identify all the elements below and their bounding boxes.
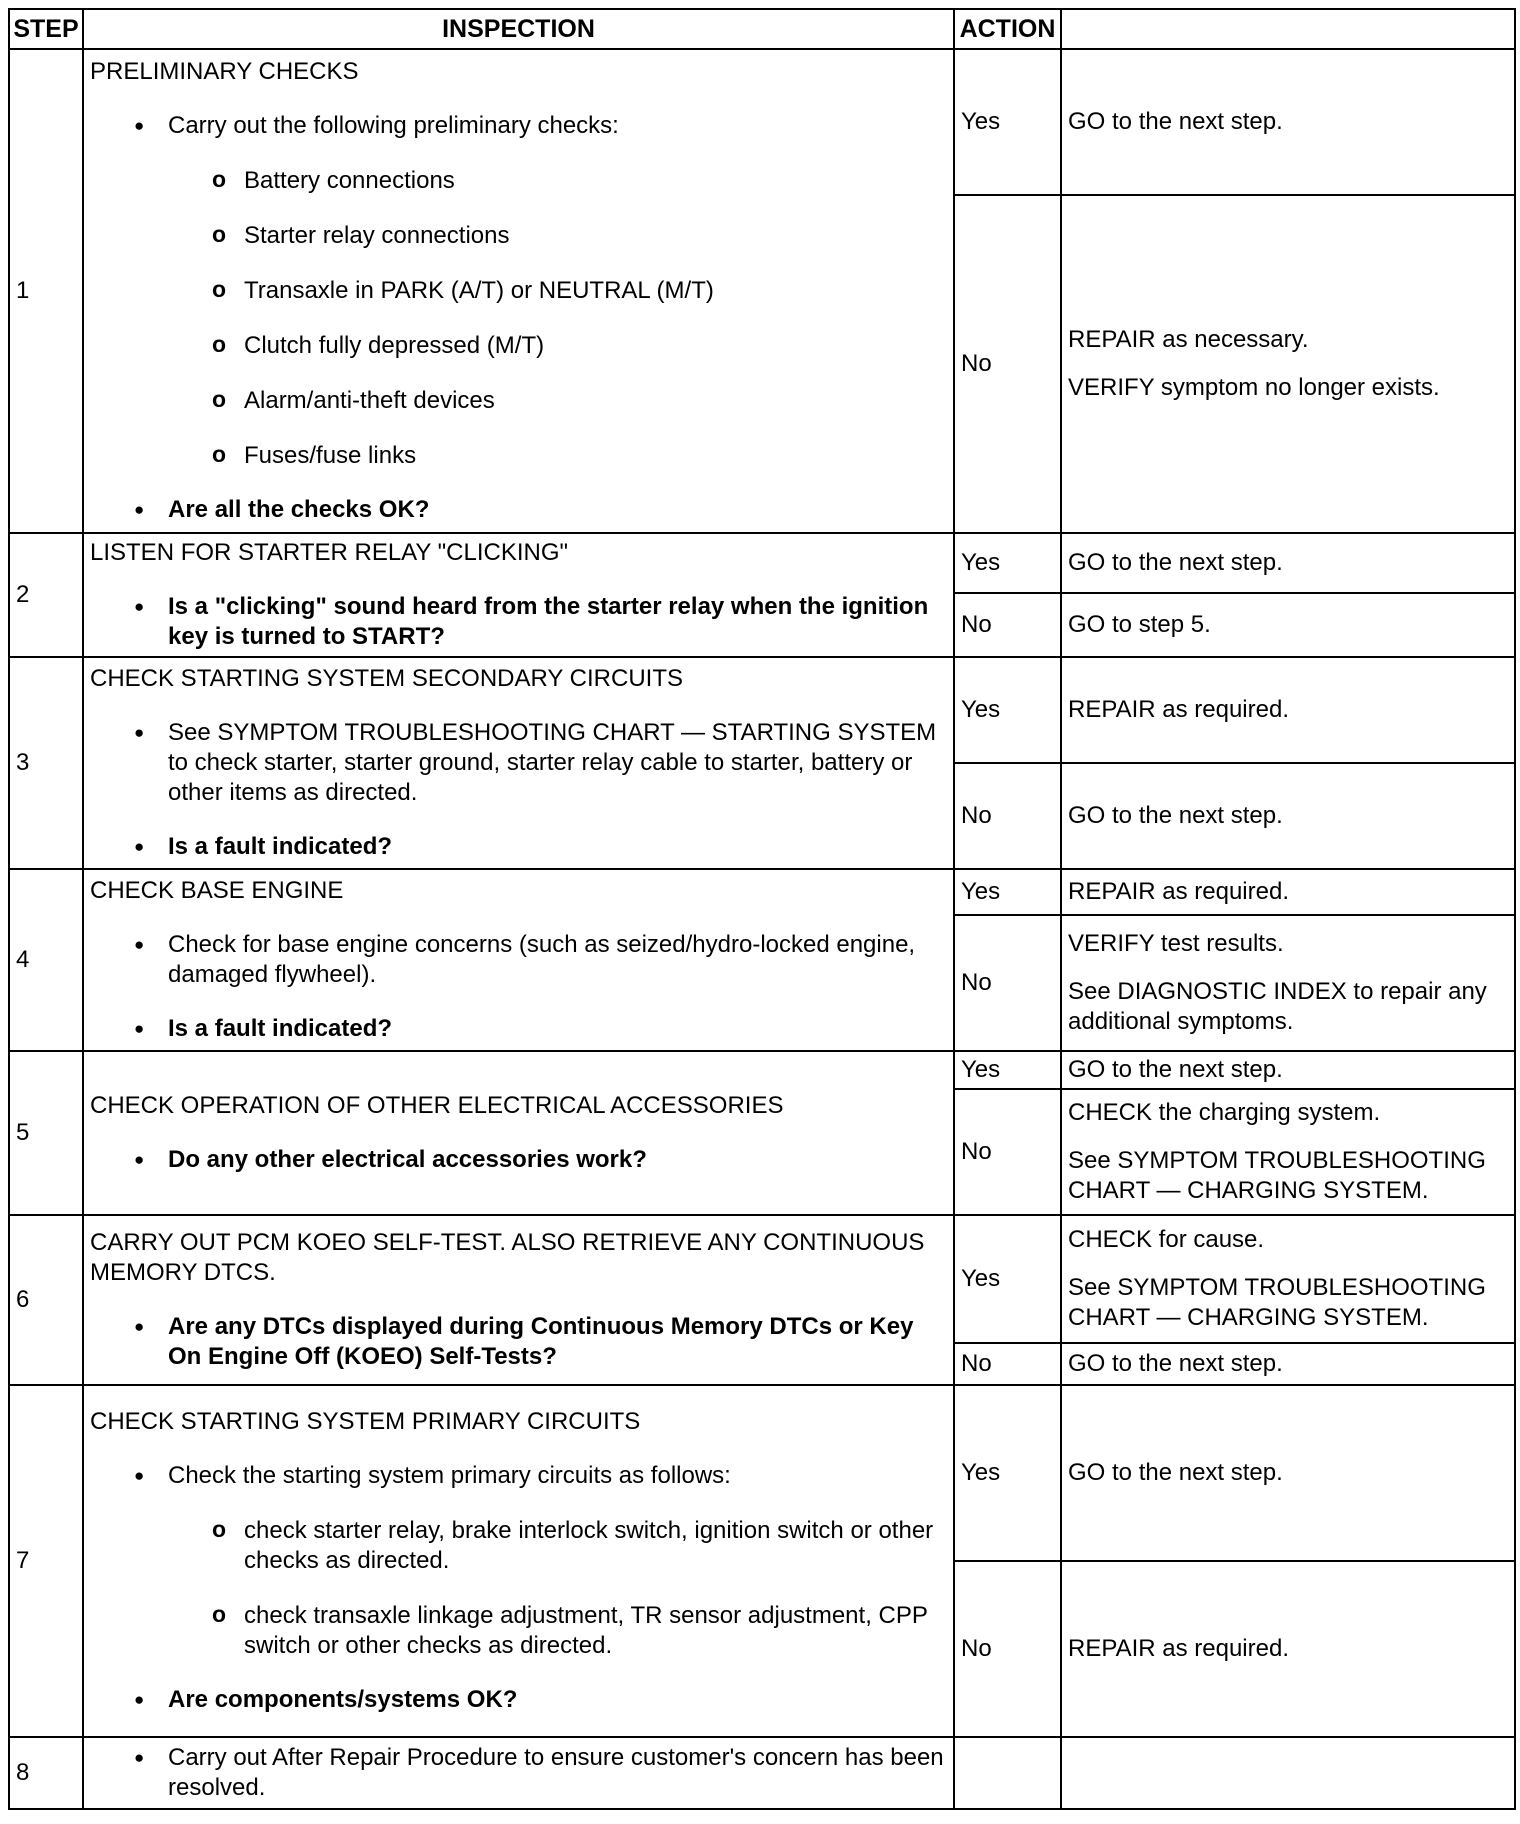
inspection-cell <box>83 657 954 869</box>
result-line: GO to the next step. <box>1068 1056 1283 1083</box>
result-line: See SYMPTOM TROUBLESHOOTING CHART — CHARGING SYSTEM. <box>1068 1147 1486 1204</box>
inspection-bullets <box>90 1461 947 1715</box>
inspection-bullet <box>90 1743 947 1803</box>
action-result <box>1061 1343 1515 1385</box>
result-line: REPAIR as required. <box>1068 696 1289 723</box>
inspection-bullets <box>90 1145 947 1175</box>
step-number: 4 <box>9 869 83 1051</box>
result-line: GO to the next step. <box>1068 108 1283 135</box>
header-inspection: INSPECTION <box>83 9 954 49</box>
inspection-bullets <box>90 718 947 862</box>
action-result <box>1061 869 1515 915</box>
inspection-title: CHECK STARTING SYSTEM PRIMARY CIRCUITS <box>90 1408 641 1435</box>
action-result <box>1061 593 1515 657</box>
action-result <box>1061 533 1515 593</box>
inspection-question <box>90 1014 947 1044</box>
inspection-bullet <box>90 930 947 990</box>
inspection-bullet <box>90 718 947 808</box>
step-number: 6 <box>9 1215 83 1385</box>
header-step: STEP <box>9 9 83 49</box>
result-line: CHECK the charging system. <box>1068 1099 1381 1126</box>
sub-checklist-item: o Alarm/anti-theft devices <box>90 386 947 416</box>
inspection-title: PRELIMINARY CHECKS <box>90 58 359 85</box>
inspection-title: CHECK OPERATION OF OTHER ELECTRICAL ACCESSORIES <box>90 1092 784 1119</box>
inspection-cell <box>83 1385 954 1737</box>
bullet-text: Are any DTCs displayed during Continuous Memory DTCs or Key On Engine Off (KOEO) Self-Tests? <box>168 1313 914 1370</box>
table-body <box>9 49 1515 1809</box>
inspection-title: CHECK STARTING SYSTEM SECONDARY CIRCUITS <box>90 665 683 692</box>
sub-checklist <box>168 166 947 471</box>
inspection-question <box>90 495 947 525</box>
result-line: See SYMPTOM TROUBLESHOOTING CHART — CHARGING SYSTEM. <box>1068 1274 1486 1331</box>
result-line: VERIFY test results. <box>1068 930 1284 957</box>
inspection-title: CARRY OUT PCM KOEO SELF-TEST. ALSO RETRIEVE ANY CONTINUOUS MEMORY DTCS. <box>90 1229 925 1286</box>
bullet-text: Do any other electrical accessories work? <box>168 1146 647 1173</box>
action-result <box>1061 1215 1515 1343</box>
table-row <box>9 869 1515 915</box>
bullet-text: Carry out After Repair Procedure to ensure customer's concern has been resolved. <box>168 1744 944 1801</box>
table-row <box>9 533 1515 593</box>
inspection-cell <box>83 1737 954 1809</box>
action-answer-empty <box>954 1737 1061 1809</box>
sub-checklist-item: o Transaxle in PARK (A/T) or NEUTRAL (M/T) <box>90 276 947 306</box>
step-number: 2 <box>9 533 83 657</box>
action-answer: No <box>954 593 1061 657</box>
action-answer: No <box>954 1561 1061 1737</box>
action-answer: Yes <box>954 533 1061 593</box>
step-number: 7 <box>9 1385 83 1737</box>
inspection-cell <box>83 533 954 657</box>
inspection-question <box>90 1145 947 1175</box>
inspection-question <box>90 1312 947 1372</box>
inspection-title: LISTEN FOR STARTER RELAY "CLICKING" <box>90 539 569 566</box>
action-answer: No <box>954 763 1061 869</box>
action-answer: Yes <box>954 1051 1061 1089</box>
bullet-text: Are all the checks OK? <box>168 496 430 523</box>
bullet-text: Is a "clicking" sound heard from the starter relay when the ignition key is turned to START? <box>168 593 929 650</box>
bullet-text: Check for base engine concerns (such as seized/hydro-locked engine, damaged flywheel). <box>168 931 916 988</box>
inspection-bullet <box>90 1461 947 1661</box>
result-line: GO to step 5. <box>1068 611 1211 638</box>
header-result <box>1061 9 1515 49</box>
table-row <box>9 1051 1515 1089</box>
result-line: REPAIR as required. <box>1068 1635 1289 1662</box>
action-result <box>1061 1561 1515 1737</box>
table-row <box>9 1385 1515 1561</box>
step-number: 3 <box>9 657 83 869</box>
inspection-cell <box>83 869 954 1051</box>
bullet-text: Carry out the following preliminary checks: <box>168 112 619 139</box>
inspection-bullet <box>90 111 947 471</box>
result-line: VERIFY symptom no longer exists. <box>1068 374 1440 401</box>
action-answer: No <box>954 915 1061 1051</box>
inspection-cell <box>83 1051 954 1215</box>
result-line: GO to the next step. <box>1068 802 1283 829</box>
inspection-title: CHECK BASE ENGINE <box>90 877 344 904</box>
action-result <box>1061 915 1515 1051</box>
action-answer: Yes <box>954 1385 1061 1561</box>
action-answer: Yes <box>954 49 1061 195</box>
inspection-bullets <box>90 1312 947 1372</box>
result-line: CHECK for cause. <box>1068 1226 1265 1253</box>
bullet-text: Are components/systems OK? <box>168 1686 518 1713</box>
action-result <box>1061 1089 1515 1215</box>
result-line: GO to the next step. <box>1068 1459 1283 1486</box>
table-row <box>9 1737 1515 1809</box>
action-result <box>1061 49 1515 195</box>
table-row <box>9 657 1515 763</box>
sub-checklist-item: o check starter relay, brake interlock switch, ignition switch or other checks as directed. <box>90 1516 947 1576</box>
sub-checklist-item: o Starter relay connections <box>90 221 947 251</box>
sub-checklist-item: o Clutch fully depressed (M/T) <box>90 331 947 361</box>
action-result <box>1061 195 1515 533</box>
inspection-bullets <box>90 592 947 652</box>
result-line: REPAIR as required. <box>1068 878 1289 905</box>
action-result <box>1061 1051 1515 1089</box>
inspection-bullets <box>90 930 947 1044</box>
sub-checklist <box>168 1516 947 1661</box>
action-result <box>1061 657 1515 763</box>
action-answer: No <box>954 195 1061 533</box>
inspection-bullets <box>90 111 947 525</box>
result-line: REPAIR as necessary. <box>1068 326 1309 353</box>
table-row <box>9 1215 1515 1343</box>
table-row <box>9 49 1515 195</box>
step-number: 8 <box>9 1737 83 1809</box>
bullet-text: Is a fault indicated? <box>168 833 393 860</box>
step-number: 5 <box>9 1051 83 1215</box>
result-line: GO to the next step. <box>1068 549 1283 576</box>
inspection-bullets <box>90 1743 947 1803</box>
sub-checklist-item: o Fuses/fuse links <box>90 441 947 471</box>
sub-checklist-item: o check transaxle linkage adjustment, TR sensor adjustment, CPP switch or other checks as directed. <box>90 1601 947 1661</box>
action-answer: Yes <box>954 1215 1061 1343</box>
step-number: 1 <box>9 49 83 533</box>
action-result <box>1061 763 1515 869</box>
result-line: GO to the next step. <box>1068 1350 1283 1377</box>
action-answer: No <box>954 1089 1061 1215</box>
action-result-empty <box>1061 1737 1515 1809</box>
inspection-cell <box>83 1215 954 1385</box>
action-answer: Yes <box>954 869 1061 915</box>
action-answer: Yes <box>954 657 1061 763</box>
inspection-cell <box>83 49 954 533</box>
bullet-text: Is a fault indicated? <box>168 1015 393 1042</box>
result-line: See DIAGNOSTIC INDEX to repair any additional symptoms. <box>1068 978 1487 1035</box>
bullet-text: See SYMPTOM TROUBLESHOOTING CHART — STARTING SYSTEM to check starter, starter ground, starter relay cable to starter, battery or other items as directed. <box>168 719 937 806</box>
diagnostic-table-container <box>8 8 1514 1810</box>
action-result <box>1061 1385 1515 1561</box>
sub-checklist-item: o Battery connections <box>90 166 947 196</box>
diagnostic-table <box>8 8 1516 1810</box>
inspection-question <box>90 832 947 862</box>
bullet-text: Check the starting system primary circuits as follows: <box>168 1462 731 1489</box>
inspection-question <box>90 1685 947 1715</box>
inspection-question <box>90 592 947 652</box>
header-row <box>9 9 1515 49</box>
header-action: ACTION <box>954 9 1061 49</box>
action-answer: No <box>954 1343 1061 1385</box>
